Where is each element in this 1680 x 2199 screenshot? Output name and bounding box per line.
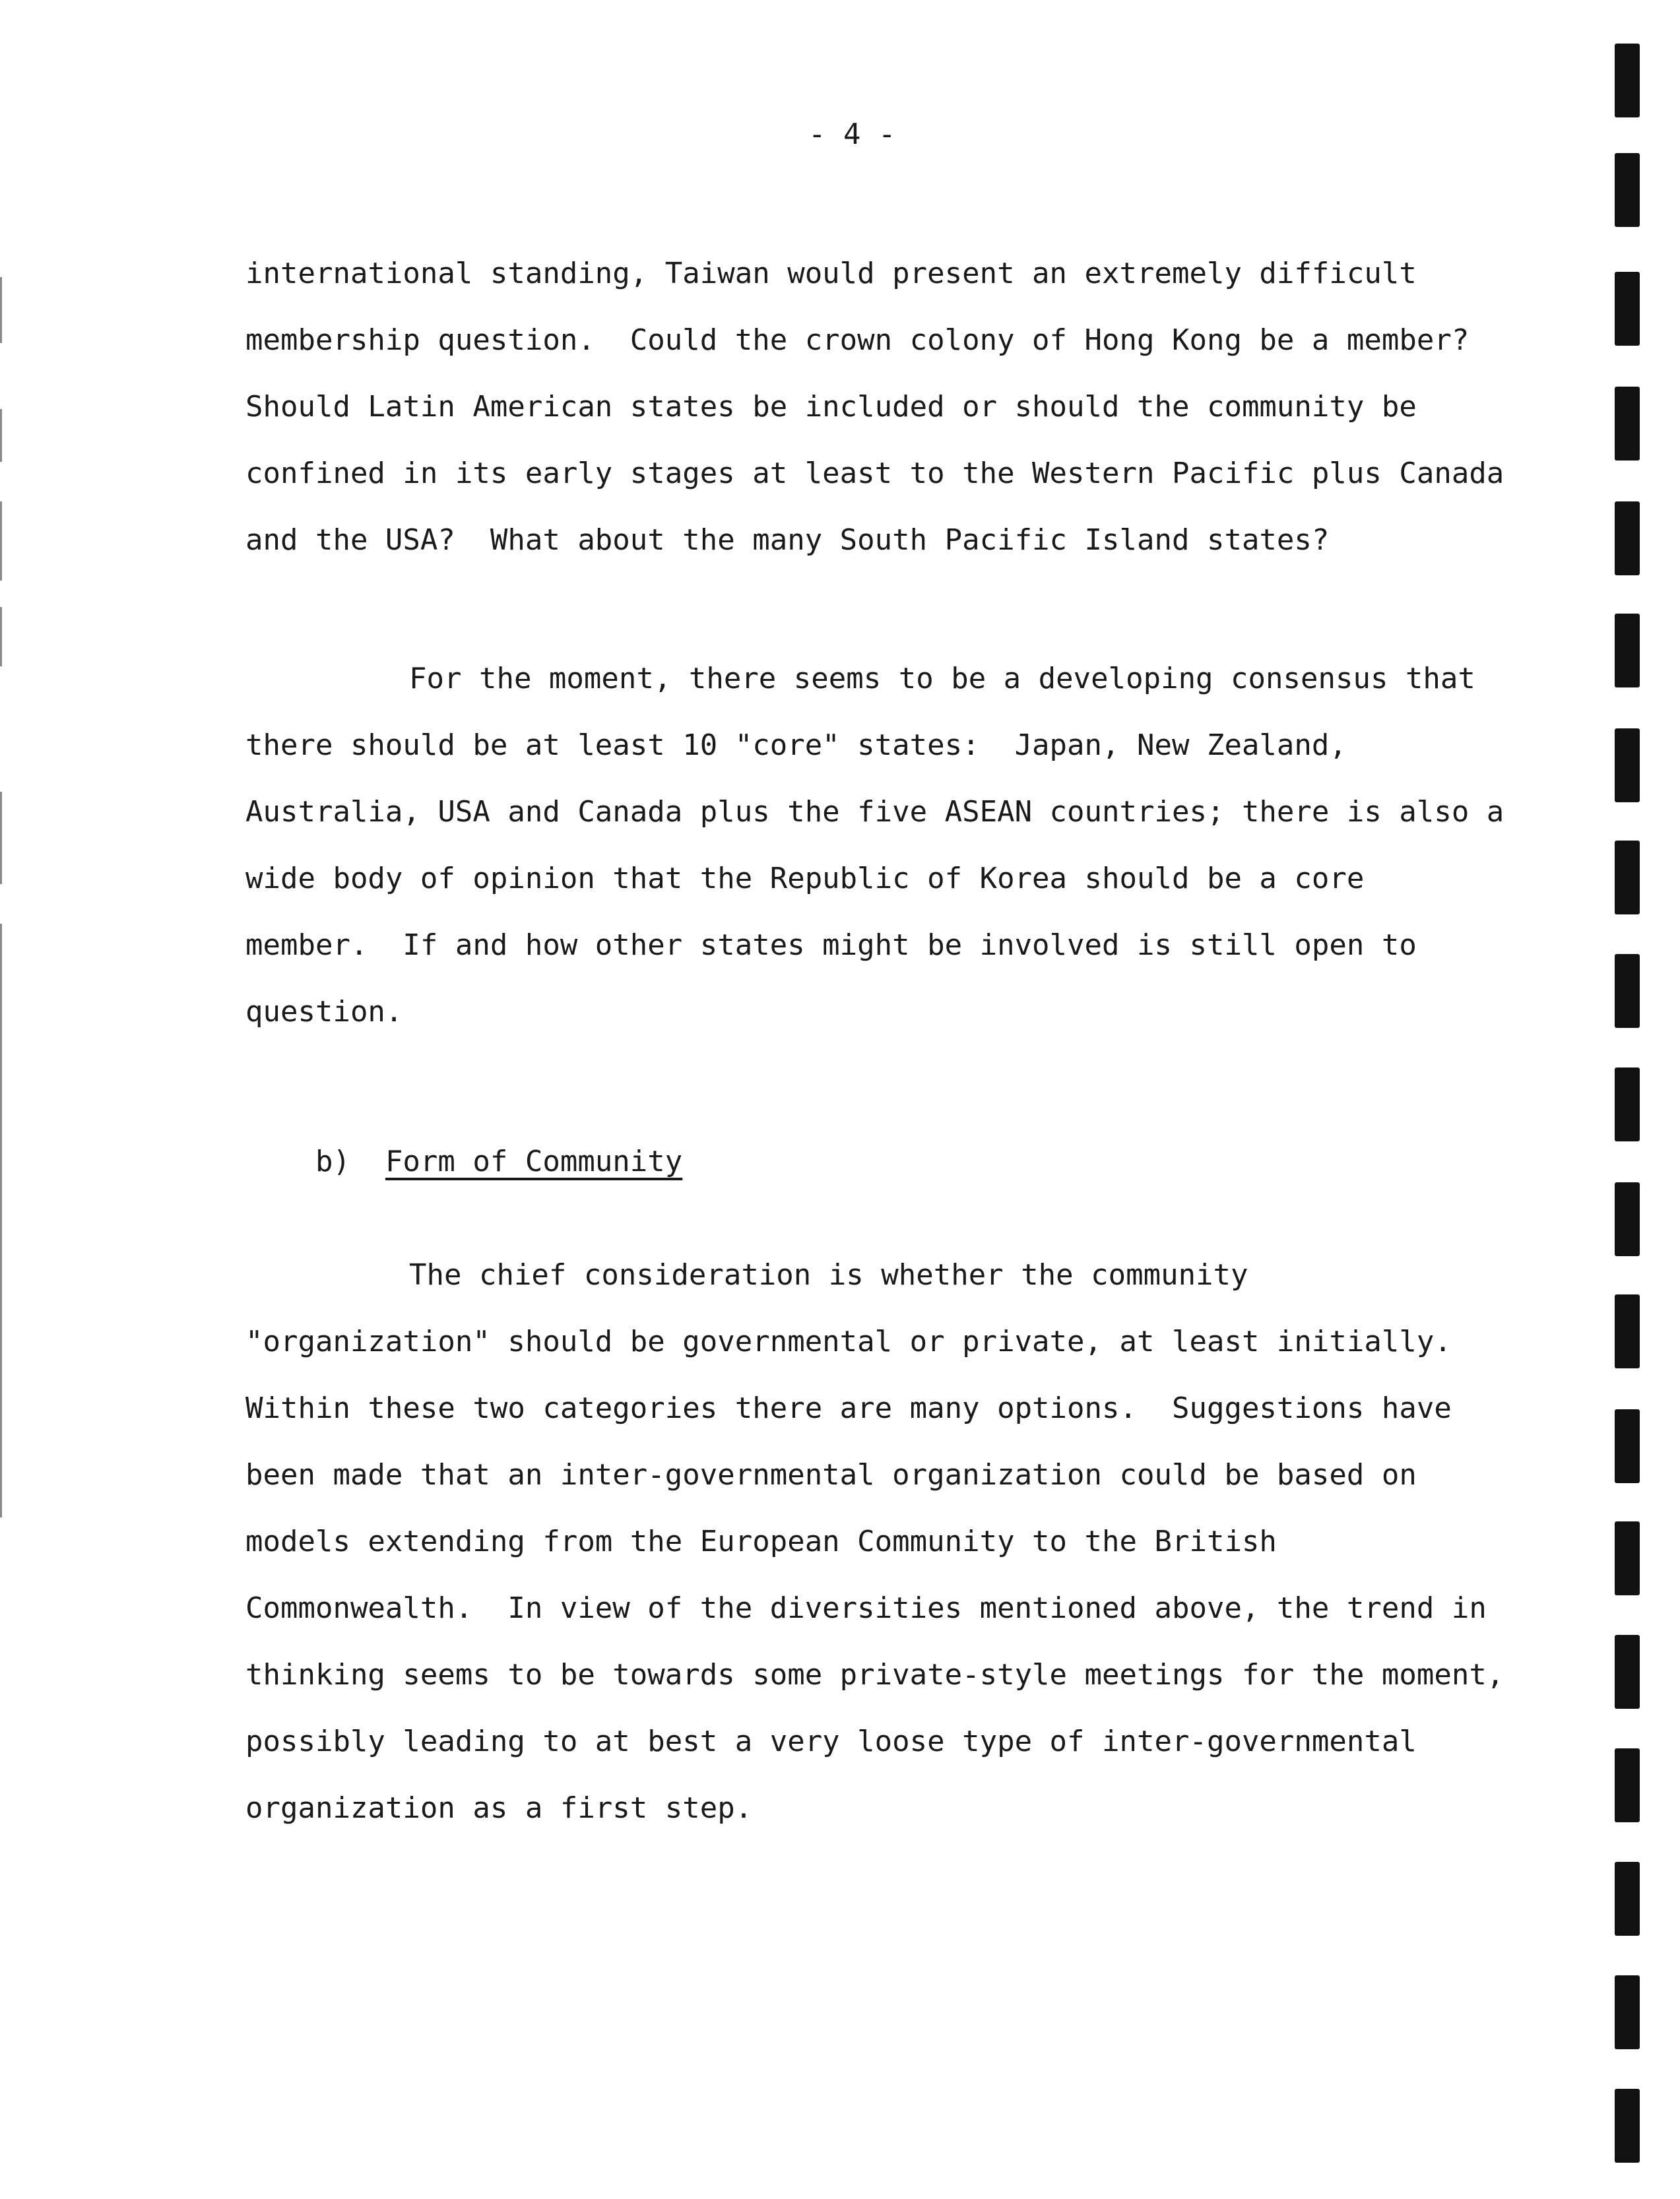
binding-mark: [1615, 387, 1640, 461]
section-heading-prefix: b): [315, 1145, 350, 1178]
paragraph-line: Should Latin American states be included or should the community be: [245, 390, 1417, 424]
paragraph-line: models extending from the European Community to the British: [245, 1525, 1277, 1558]
paragraph-line: member. If and how other states might be involved is still open to: [245, 928, 1417, 962]
paragraph-line: For the moment, there seems to be a developing consensus that: [409, 662, 1475, 695]
binding-mark: [1615, 954, 1640, 1028]
paragraph-line: Commonwealth. In view of the diversities mentioned above, the trend in: [245, 1591, 1487, 1625]
binding-mark: [1615, 1409, 1640, 1483]
scan-edge-line: [0, 277, 2, 343]
binding-mark: [1615, 501, 1640, 575]
binding-mark: [1615, 1635, 1640, 1709]
paragraph-2: [245, 645, 1504, 1045]
paragraph-line: and the USA? What about the many South Pacific Island states?: [245, 523, 1330, 557]
binding-mark: [1615, 2089, 1640, 2163]
section-heading-title: Form of Community: [385, 1145, 683, 1178]
scan-edge-line: [0, 501, 2, 581]
binding-mark: [1615, 1182, 1640, 1256]
binding-mark: [1615, 1294, 1640, 1368]
paragraph-3: [245, 1242, 1504, 1841]
paragraph-line: there should be at least 10 "core" states: Japan, New Zealand,: [245, 728, 1347, 762]
binding-mark: [1615, 1975, 1640, 2049]
paragraph-line: The chief consideration is whether the community: [409, 1258, 1248, 1292]
binding-mark: [1615, 1068, 1640, 1141]
scan-edge-line: [0, 607, 2, 666]
paragraph-line: wide body of opinion that the Republic of Korea should be a core: [245, 862, 1365, 895]
scan-edge-line: [0, 924, 2, 1517]
binding-mark: [1615, 1521, 1640, 1595]
paragraph-line: possibly leading to at best a very loose type of inter-governmental: [245, 1725, 1417, 1758]
paragraph-line: membership question. Could the crown colony of Hong Kong be a member?: [245, 323, 1470, 357]
binding-mark: [1615, 153, 1640, 227]
binding-mark: [1615, 1748, 1640, 1822]
section-heading: [245, 1111, 682, 1212]
binding-mark: [1615, 272, 1640, 346]
paragraph-line: "organization" should be governmental or private, at least initially.: [245, 1325, 1452, 1358]
binding-mark: [1615, 614, 1640, 687]
paragraph-line: question.: [245, 995, 403, 1029]
binding-mark: [1615, 44, 1640, 117]
binding-mark: [1615, 841, 1640, 914]
binding-mark: [1615, 728, 1640, 802]
scan-edge-line: [0, 792, 2, 884]
paragraph-line: Australia, USA and Canada plus the five ASEAN countries; there is also a: [245, 795, 1504, 829]
paragraph-line: confined in its early stages at least to the Western Pacific plus Canada: [245, 457, 1504, 490]
page-number: - 4 -: [808, 117, 896, 151]
paragraph-line: Within these two categories there are many options. Suggestions have: [245, 1391, 1452, 1425]
binding-mark: [1615, 1862, 1640, 1936]
paragraph-line: organization as a first step.: [245, 1791, 753, 1825]
paragraph-line: international standing, Taiwan would present an extremely difficult: [245, 257, 1417, 290]
paragraph-1: [245, 240, 1504, 573]
paragraph-line: been made that an inter-governmental organization could be based on: [245, 1458, 1417, 1492]
paragraph-line: thinking seems to be towards some private-style meetings for the moment,: [245, 1658, 1504, 1692]
scan-edge-line: [0, 409, 2, 462]
